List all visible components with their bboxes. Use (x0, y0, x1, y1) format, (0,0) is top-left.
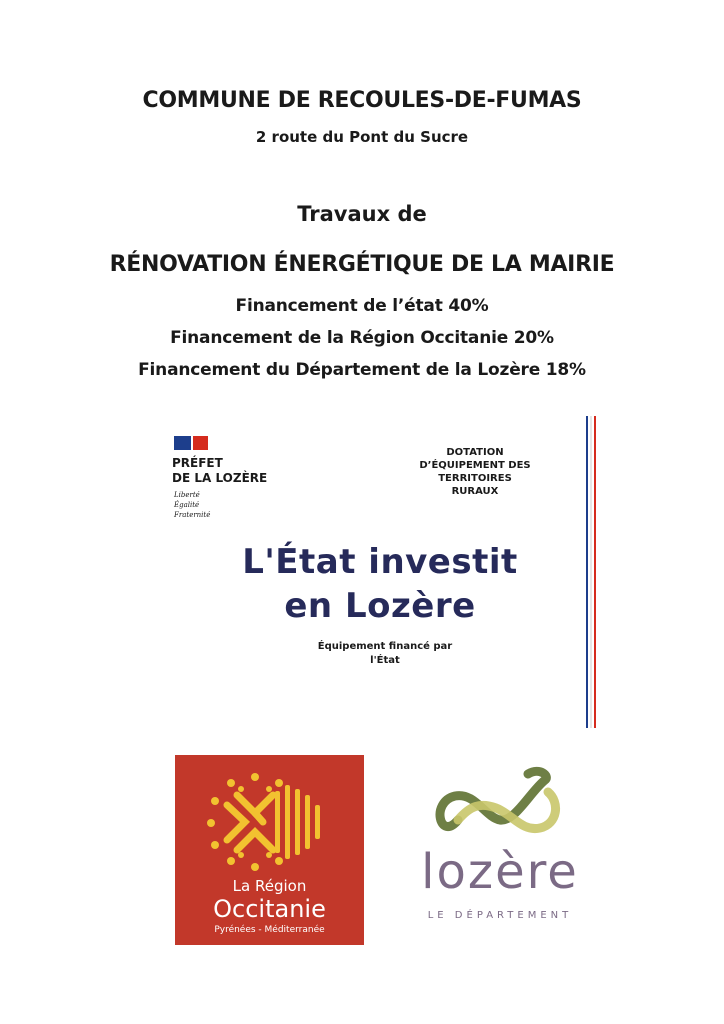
commune-title: COMMUNE DE RECOULES-DE-FUMAS (142, 88, 582, 113)
state-slogan-line2: en Lozère (284, 586, 476, 626)
marianne-flag-icon (174, 436, 208, 450)
region-label-subtitle: Pyrénées - Méditerranée (214, 925, 325, 935)
funding-region: Financement de la Région Occitanie 20% (170, 328, 554, 348)
funding-state: Financement de l’état 40% (235, 296, 489, 316)
prefet-name: PRÉFET DE LA LOZÈRE (172, 456, 268, 485)
occitan-cross-icon (175, 755, 364, 885)
region-label-la-region: La Région (232, 877, 307, 895)
motto-fraternite: Fraternité (174, 511, 211, 519)
commune-address: 2 route du Pont du Sucre (255, 128, 469, 146)
works-subtitle: RÉNOVATION ÉNERGÉTIQUE DE LA MAIRIE (109, 252, 615, 277)
dotation-label: DOTATION D’ÉQUIPEMENT DES TERRITOIRES RURAUX (419, 447, 531, 497)
motto-egalite: Égalité (174, 501, 200, 509)
lozere-wordmark: lozère (421, 844, 579, 900)
tricolor-stripe-icon (586, 416, 596, 728)
lozere-department-logo (400, 762, 610, 942)
works-title: Travaux de (297, 202, 427, 226)
region-label-occitanie: Occitanie (213, 895, 326, 923)
region-occitanie-logo (175, 755, 364, 945)
state-slogan (200, 540, 560, 628)
funding-department: Financement du Département de la Lozère 18% (138, 360, 586, 380)
state-slogan-line1: L'État investit (242, 542, 518, 582)
equipment-funded-note: Équipement financé par l'État (317, 641, 453, 666)
republic-motto (174, 490, 210, 520)
lozere-subtitle: LE DÉPARTEMENT (427, 910, 573, 921)
infinity-symbol-icon (400, 762, 600, 852)
motto-liberte: Liberté (174, 491, 200, 499)
